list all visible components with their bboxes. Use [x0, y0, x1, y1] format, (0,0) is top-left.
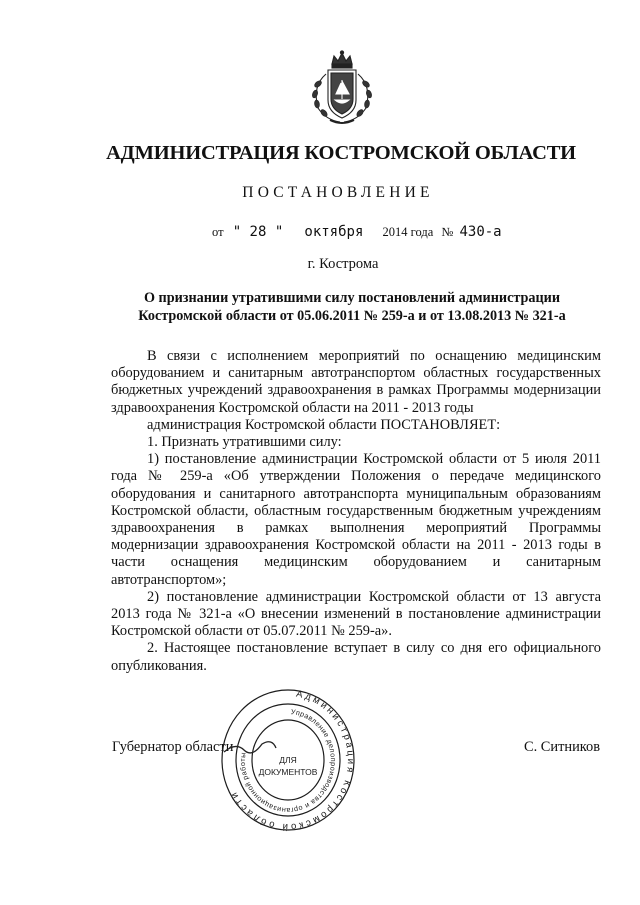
document-subject: [92, 289, 612, 325]
document-number: 430-а: [459, 224, 502, 240]
stamp-outer-text: Администрация Костромской области: [227, 688, 356, 832]
stamp-center-line-2: ДОКУМЕНТОВ: [258, 767, 318, 777]
date-year: 2014 года: [382, 225, 434, 239]
paragraph-resolves: администрация Костромской области ПОСТАНОВЛЯЕТ:: [147, 416, 501, 433]
organization-title: АДМИНИСТРАЦИЯ КОСТРОМСКОЙ ОБЛАСТИ: [106, 142, 576, 164]
date-line: [212, 224, 502, 240]
paragraph-item-2: 2. Настоящее постановление вступает в силу со дня его официального опубликования.: [111, 640, 601, 674]
subject-line-1: О признании утратившими силу постановлений администрации: [143, 290, 561, 306]
document-type: ПОСТАНОВЛЕНИЕ: [242, 184, 434, 201]
paragraph-item-1-2: 2) постановление администрации Костромской области от 13 августа 2013 года № 321-а «О внесении изменений в постановление администрации Костромской области от 05.07.2011 № 259-а».: [111, 588, 601, 640]
signatory-name: С. Ситников: [524, 739, 601, 755]
signatory-position: Губернатор области: [112, 739, 234, 755]
number-sign: №: [441, 225, 454, 239]
date-month: октября: [304, 224, 364, 240]
signature-stroke: [224, 742, 276, 753]
coat-of-arms-icon: [304, 50, 380, 128]
date-prefix: от: [212, 225, 224, 239]
stamp-center-line-1: ДЛЯ: [279, 755, 297, 765]
official-stamp: [220, 688, 356, 832]
document-body: [111, 348, 601, 675]
date-day: " 28 ": [232, 224, 284, 240]
paragraph-item-1-1: 1) постановление администрации Костромской области от 5 июля 2011 года № 259-а «Об утверждении Положения о передаче медицинского оборудования и санитарного автотранспорта муниципальным образованиям Костромской области, областным государственным бюджетным учреждениям здравоохранения в рамках выполнения мероприятий Программы модернизации здравоохранения Костромской области на 2011 - 2013 годы в части оснащения медицинским оборудованием и санитарным автотранспортом»;: [111, 451, 601, 588]
paragraph-preamble: В связи с исполнением мероприятий по оснащению медицинским оборудованием и санитарным автотранспортом областных государственных бюджетных учреждений здравоохранения в рамках Программы модернизации здравоохранения Костромской области на 2011 - 2013 годы: [111, 348, 601, 416]
city: г. Кострома: [307, 256, 379, 272]
stamp-inner-text: Управление делопроизводства и организационной работы: [237, 707, 338, 816]
subject-line-2: Костромской области от 05.06.2011 № 259-а и от 13.08.2013 № 321-а: [138, 308, 566, 324]
paragraph-item-1: 1. Признать утратившими силу:: [147, 434, 342, 451]
